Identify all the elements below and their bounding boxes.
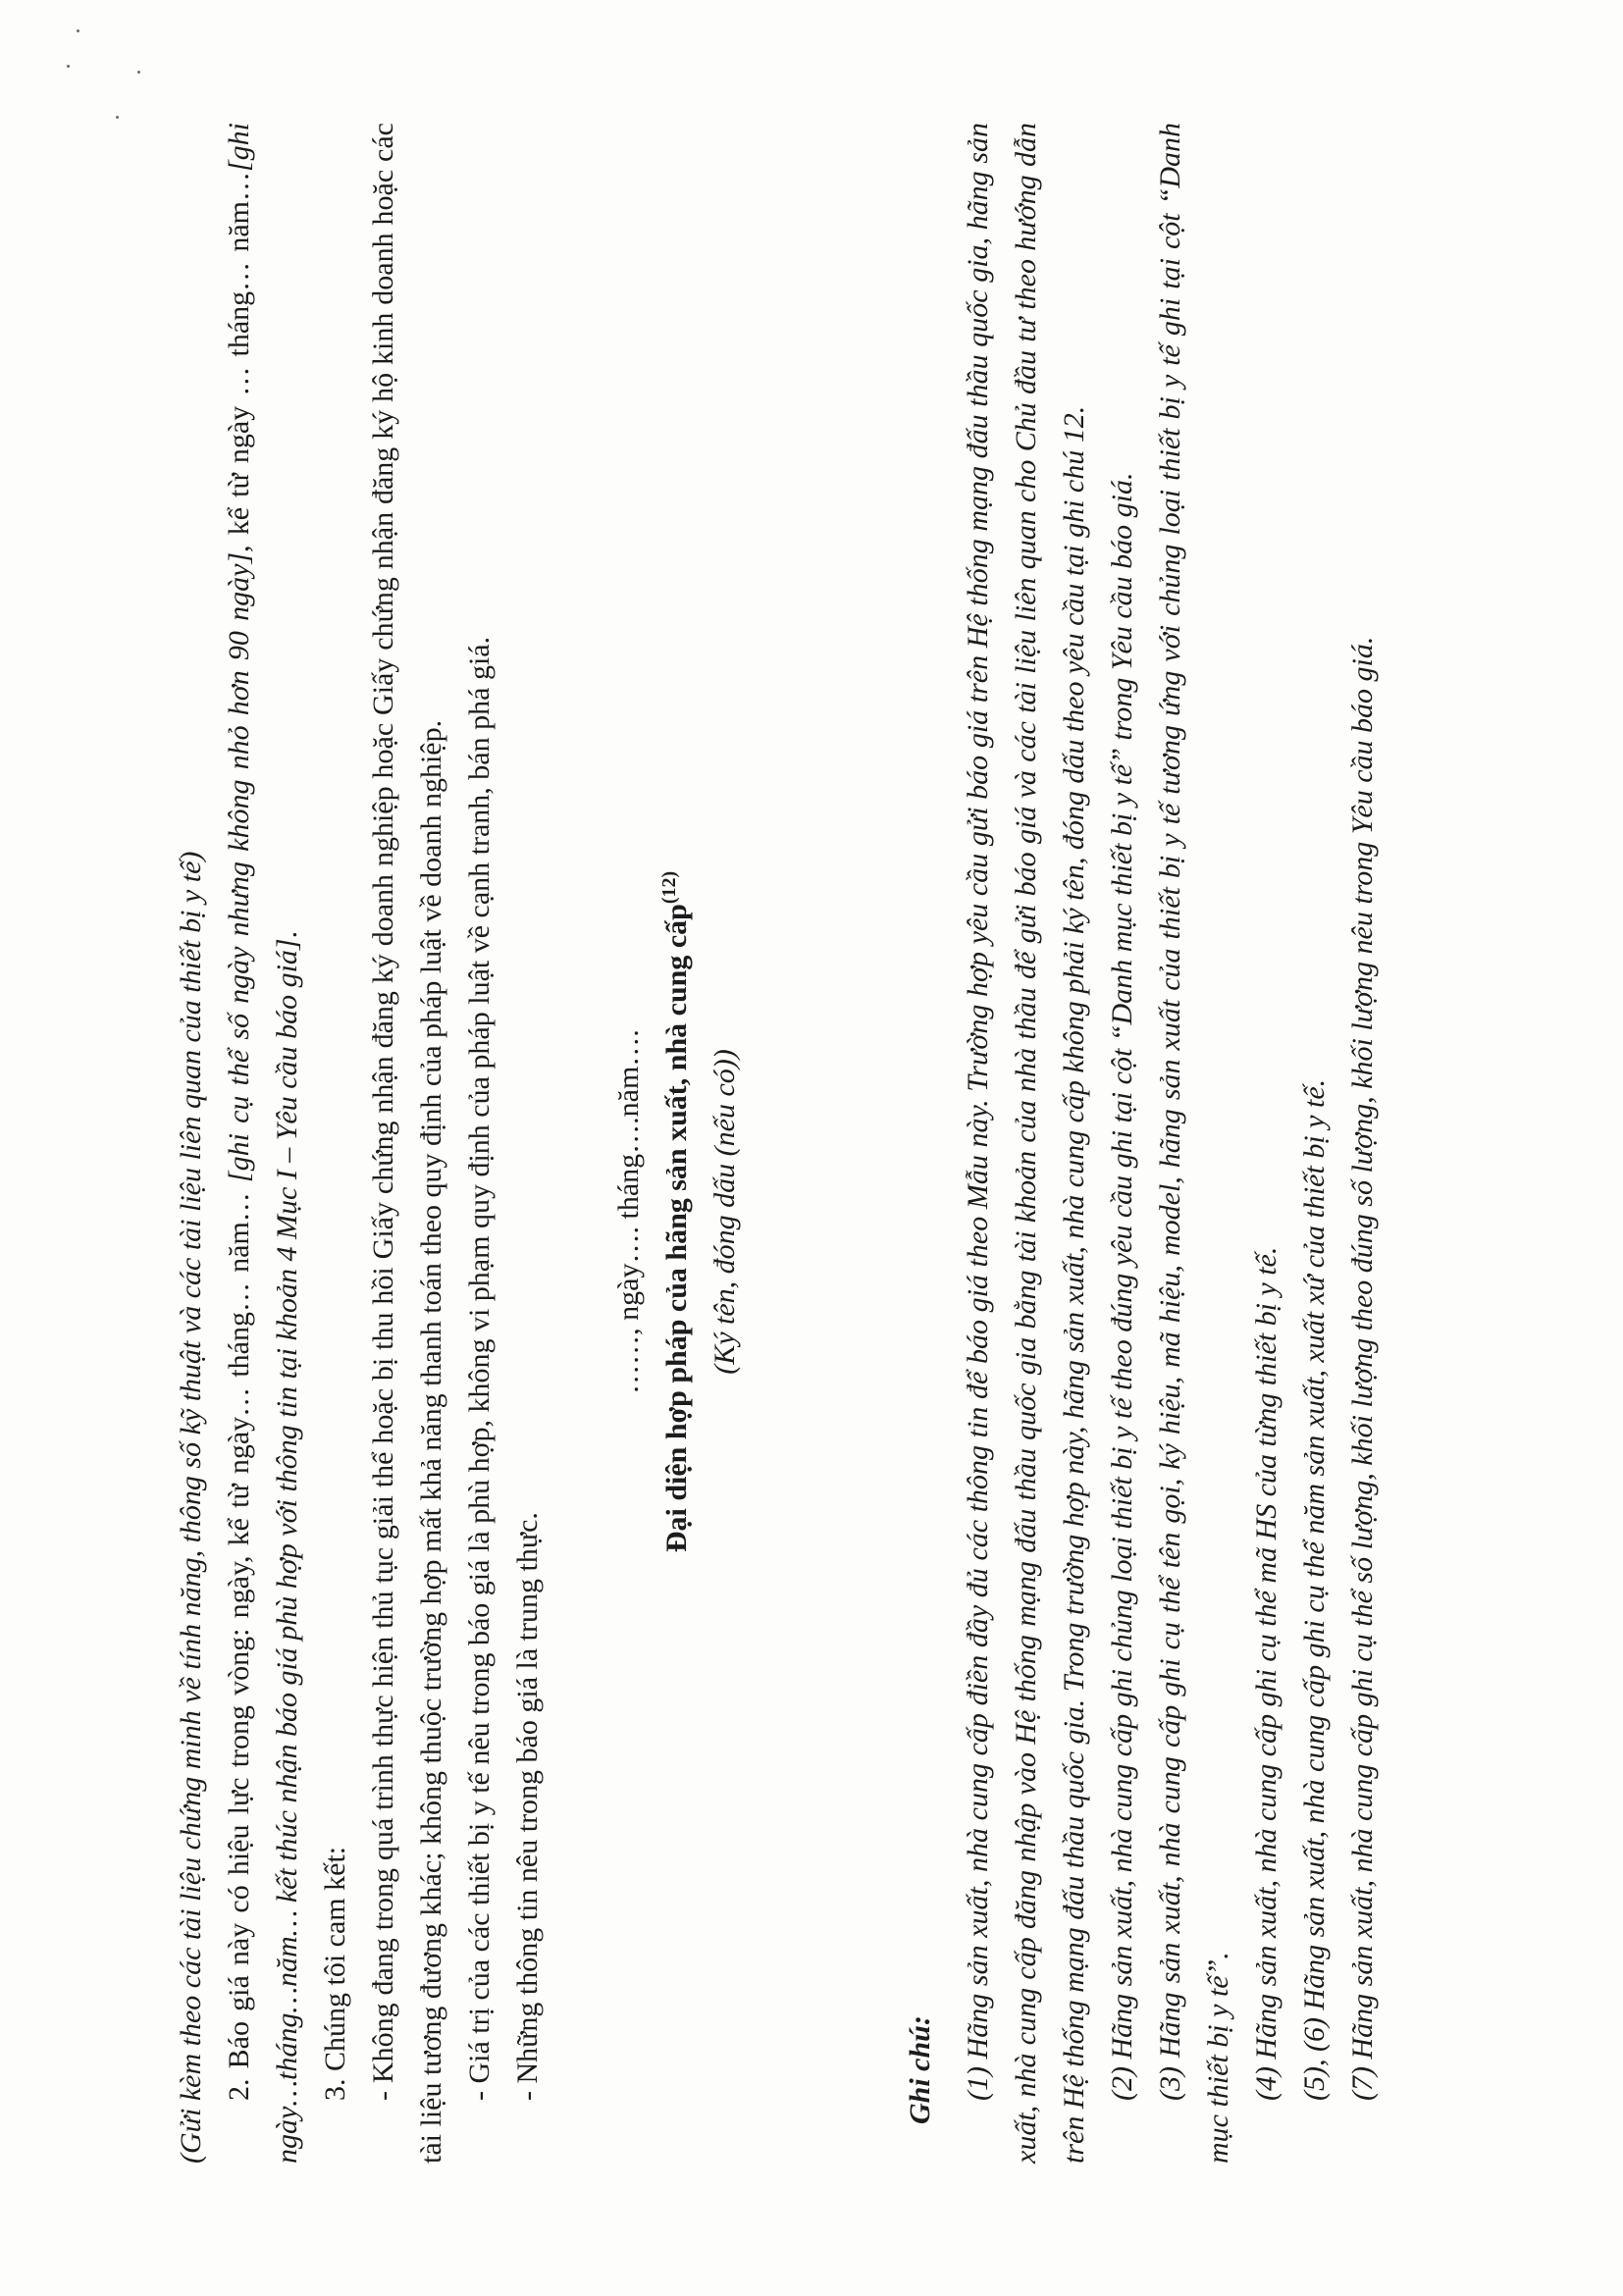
note-5-6: (5), (6) Hãng sản xuất, nhà cung cấp ghi cụ thể năm sản xuất, xuất xứ của thiết bị y tế. [1298, 1078, 1331, 2101]
validity-period: . [271, 930, 303, 939]
scan-speck [77, 29, 79, 32]
signature-title-text: Đại diện hợp pháp của hãng sản xuất, nhà cung cấp [660, 904, 693, 1553]
commitment-heading: 3. Chúng tôi cam kết: [319, 1846, 351, 2101]
note-7: (7) Hãng sản xuất, nhà cung cấp ghi cụ thể số lượng, khối lượng theo đúng số lượng, khối lượng nêu trong Yêu cầu báo giá. [1346, 636, 1379, 2101]
scan-speck [116, 116, 119, 119]
notes-section [896, 123, 1387, 2164]
signature-title [653, 770, 701, 1653]
rotated-content [167, 123, 1462, 2164]
signature-date: ……, ngày…. tháng….năm…. [612, 1029, 645, 1394]
validity-paragraph [215, 123, 311, 2164]
validity-days-hint: [ghi cụ thể số ngày nhưng không nhỏ hơn 90 ngày] [223, 551, 255, 1183]
validity-from: , kể từ ngày … tháng… năm… [223, 172, 255, 552]
note-4: (4) Hãng sản xuất, nhà cung cấp ghi cụ thể mã HS của từng thiết bị y tế. [1250, 1246, 1283, 2101]
scan-speck [137, 71, 140, 74]
commitment-item-3: - Những thông tin nêu trong báo giá là trung thực. [511, 1512, 544, 2101]
note-1: (1) Hãng sản xuất, nhà cung cấp điền đầy đủ các thông tin để báo giá theo Mẫu này. Trường hợp yêu cầu gửi báo giá trên Hệ thống mạng đấu thầu quốc gia, hãng sản xuất, nhà cung cấp đăng nhập vào Hệ thống mạng đấu thầu quốc gia bằng tài khoản của nhà thầu để gửi báo giá và các tài liệu liên quan cho Chủ đầu tư theo hướng dẫn trên Hệ thống mạng đấu thầu quốc gia. Trong trường hợp này, hãng sản xuất, nhà cung cấp không phải ký tên, đóng dấu theo yêu cầu tại ghi chú 12. [962, 123, 1090, 2164]
signature-footnote-ref: (12) [658, 870, 680, 905]
scan-speck [67, 65, 70, 68]
commitment-item-2: - Giá trị của các thiết bị y tế nêu trong báo giá là phù hợp, không vi phạm quy định của pháp luật về cạnh tranh, bán phá giá. [463, 636, 496, 2101]
validity-end-hint: [ghi ngày…tháng…năm… kết thúc nhận báo giá phù hợp với thông tin tại khoản 4 Mục I – Yêu cầu báo giá] [223, 123, 303, 2164]
note-3: (3) Hãng sản xuất, nhà cung cấp ghi cụ thể tên gọi, ký hiệu, mã hiệu, model, hãng sản xuất của thiết bị y tế tương ứng với chủng loại thiết bị y tế ghi tại cột “Danh mục thiết bị y tế”. [1154, 123, 1234, 2164]
note-2: (2) Hãng sản xuất, nhà cung cấp ghi chủng loại thiết bị y tế theo đúng yêu cầu ghi tại cột “Danh mục thiết bị y tế” trong Yêu cầu báo giá. [1106, 472, 1138, 2101]
signature-block [604, 770, 749, 1653]
attach-note: (Gửi kèm theo các tài liệu chứng minh về tính năng, thông số kỹ thuật và các tài liệu liên quan của thiết bị y tế) [175, 851, 207, 2164]
signature-subtitle: (Ký tên, đóng dấu (nếu có)) [708, 1049, 741, 1375]
commitment-item-1: - Không đang trong quá trình thực hiện thủ tục giải thể hoặc bị thu hồi Giấy chứng nhận đăng ký doanh nghiệp hoặc Giấy chứng nhận đăng ký hộ kinh doanh hoặc các tài liệu tương đương khác; không thuộc trường hợp mất khả năng thanh toán theo quy định của pháp luật về doanh nghiệp. [367, 123, 447, 2164]
notes-title: Ghi chú: [904, 2015, 936, 2124]
validity-text: 2. Báo giá này có hiệu lực trong vòng: ngày, kể từ ngày… tháng… năm… [223, 1182, 255, 2101]
